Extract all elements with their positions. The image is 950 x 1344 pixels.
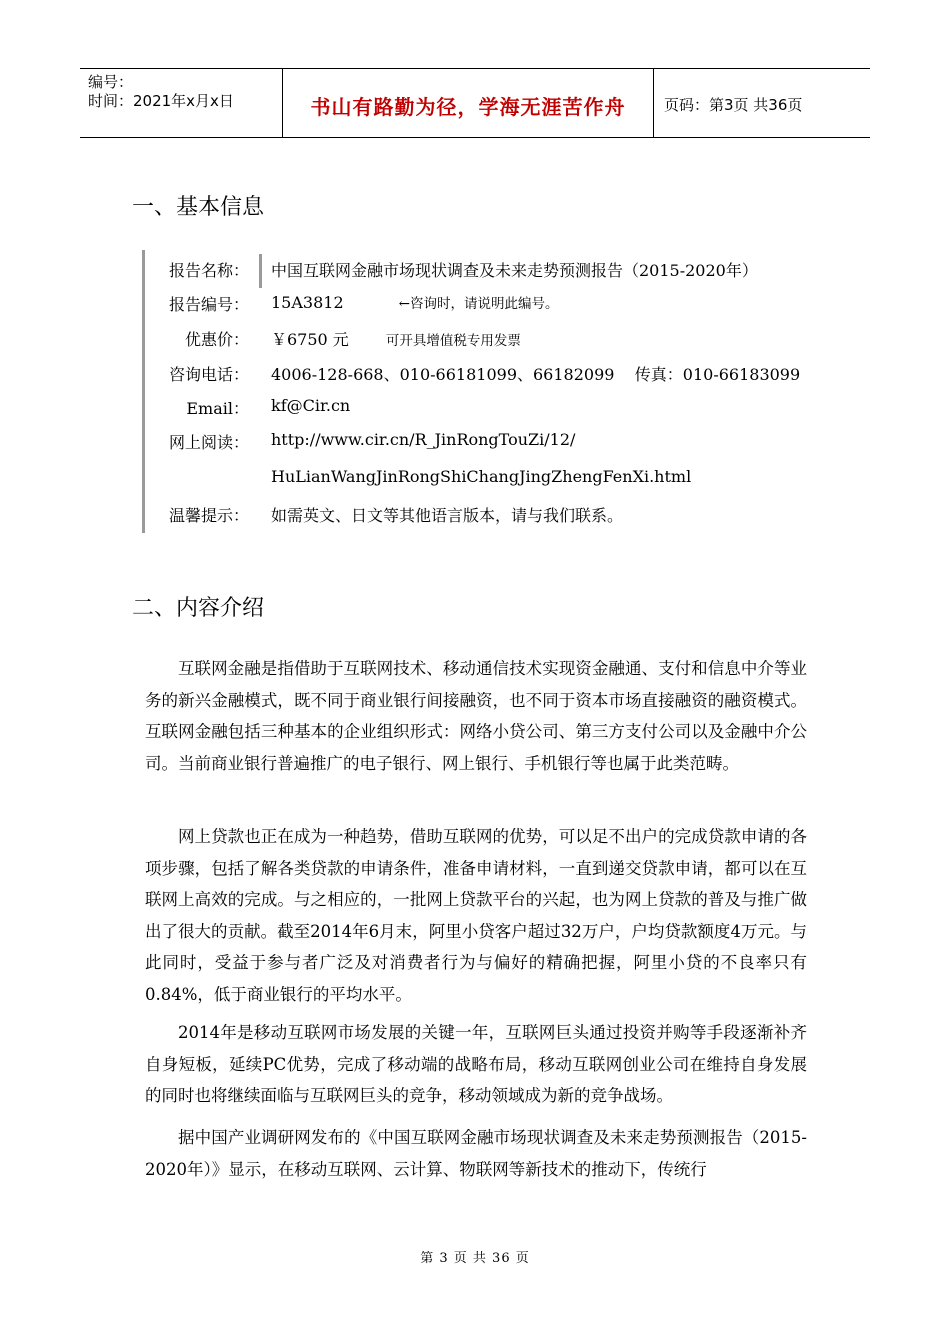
email-label: Email： xyxy=(186,399,249,418)
motto: 书山有路勤为径，学海无涯苦作舟 xyxy=(310,95,626,119)
section-title-basic-info: 一、基本信息 xyxy=(132,195,265,220)
price-value xyxy=(271,327,521,350)
price: ￥6750 元 xyxy=(271,330,349,349)
report-name-value: 中国互联网金融市场现状调查及未来走势预测报告（2015-2020年） xyxy=(271,261,758,280)
web-link-line1[interactable]: http://www.cir.cn/R_JinRongTouZi/12/ xyxy=(271,430,576,449)
time-label: 时间：2021年x月x日 xyxy=(88,92,234,110)
header-table xyxy=(80,68,870,138)
web-label: 网上阅读： xyxy=(168,433,249,452)
tip-value: 如需英文、日文等其他语言版本，请与我们联系。 xyxy=(271,506,624,525)
report-no: 15A3812 xyxy=(271,293,344,312)
section-title-content-intro: 二、内容介绍 xyxy=(132,596,265,621)
tip-label: 温馨提示： xyxy=(168,506,249,525)
web-link-line2[interactable]: HuLianWangJinRongShiChangJingZhengFenXi.html xyxy=(271,467,692,486)
report-no-note: ←咨询时，请说明此编号。 xyxy=(398,296,559,312)
price-label: 优惠价： xyxy=(184,330,249,349)
report-no-value xyxy=(271,292,559,312)
basic-info-block xyxy=(142,250,845,533)
report-name-label: 报告名称： xyxy=(168,261,249,280)
header-right-cell xyxy=(653,69,870,137)
paragraph-2: 网上贷款也正在成为一种趋势，借助互联网的优势，可以足不出户的完成贷款申请的各项步骤，包括了解各类贷款的申请条件，准备申请材料，一直到递交贷款申请，都可以在互联网上高效的完成。与之相应的，一批网上贷款平台的兴起，也为网上贷款的普及与推广做出了很大的贡献。截至2014年6月末，阿里小贷客户超过32万户，户均贷款额度4万元。与此同时，受益于参与者广泛及对消费者行为与偏好的精确把握，阿里小贷的不良率只有0.84%，低于商业银行的平均水平。 xyxy=(145,827,807,1004)
paragraph-3: 2014年是移动互联网市场发展的关键一年，互联网巨头通过投资并购等手段逐渐补齐自身短板，延续PC优势，完成了移动端的战略布局，移动互联网创业公司在维持自身发展的同时也将继续面临与互联网巨头的竞争，移动领域成为新的竞争战场。 xyxy=(145,1023,807,1105)
header-center-cell xyxy=(282,69,654,137)
email-link[interactable]: kf@Cir.cn xyxy=(271,396,351,415)
report-name-divider xyxy=(259,254,262,288)
page-info: 页码：第3页 共36页 xyxy=(664,96,803,114)
report-no-label: 报告编号： xyxy=(168,295,249,314)
paragraph-1: 互联网金融是指借助于互联网技术、移动通信技术实现资金融通、支付和信息中介等业务的新兴金融模式，既不同于商业银行间接融资，也不同于资本市场直接融资的融资模式。互联网金融包括三种基本的企业组织形式：网络小贷公司、第三方支付公司以及金融中介公司。当前商业银行普遍推广的电子银行、网上银行、手机银行等也属于此类范畴。 xyxy=(145,659,807,773)
paragraph-4: 据中国产业调研网发布的《中国互联网金融市场现状调查及未来走势预测报告（2015-2020年）》显示，在移动互联网、云计算、物联网等新技术的推动下，传统行 xyxy=(145,1128,807,1179)
number-label: 编号： xyxy=(88,73,134,91)
phone-label: 咨询电话： xyxy=(168,365,249,384)
phone-value: 4006-128-668、010-66181099、66182099 传真：010-66183099 xyxy=(271,365,801,384)
header-left-cell xyxy=(80,69,282,137)
page-footer: 第 3 页 共 36 页 xyxy=(420,1251,530,1266)
price-note: 可开具增值税专用发票 xyxy=(385,333,521,349)
